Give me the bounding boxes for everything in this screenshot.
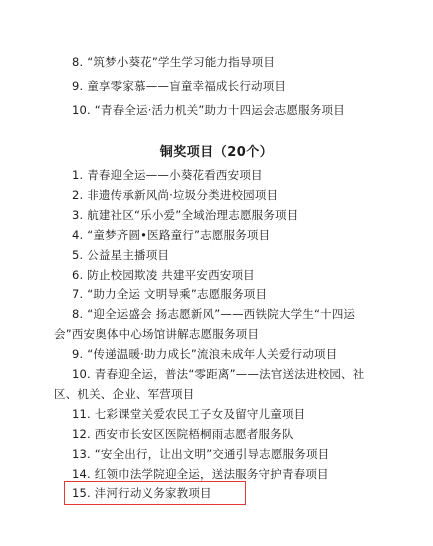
list-item: 10. 青春迎全运，普法“零距离”——法官送法进校园、社 [72,367,365,381]
list-item: 8. “迎全运盛会 扬志愿新风”——西铁院大学生“十四运 [72,307,356,321]
section-heading: 铜奖项目（20个） [159,145,274,160]
list-item: 5. 公益星主播项目 [72,248,170,262]
list-item: 7. “助力全运 文明导乘”志愿服务项目 [72,287,268,301]
list-item-highlighted: 15. 沣河行动义务家教项目 [72,486,212,500]
list-item: 14. 红领巾法学院迎全运，送法服务守护青春项目 [72,467,329,481]
highlight-box [64,481,246,505]
list-item: 1. 青春迎全运——小葵花看西安项目 [72,168,263,182]
list-item-continuation: 区、机关、企业、军营项目 [54,387,195,401]
list-item-continuation: 会”西安奥体中心场馆讲解志愿服务项目 [54,327,260,341]
list-item: 8. “筑梦小葵花”学生学习能力指导项目 [72,55,276,69]
list-item: 12. 西安市长安区医院梧桐雨志愿者服务队 [72,427,294,441]
list-item: 10. “青春全运·活力机关”助力十四运会志愿服务项目 [72,103,345,117]
list-item: 11. 七彩课堂关爱农民工子女及留守儿童项目 [72,407,306,421]
list-item: 6. 防止校园欺凌 共建平安西安项目 [72,268,255,282]
list-item: 9. 童享零家慕——盲童幸福成长行动项目 [72,79,287,93]
list-item: 2. 非遗传承新风尚·垃圾分类进校园项目 [72,188,279,202]
list-item: 13. “安全出行，让出文明”交通引导志愿服务项目 [72,447,330,461]
list-item: 4. “童梦齐圆•医路童行”志愿服务项目 [72,228,271,242]
list-item: 3. 航建社区“乐小爱”全域治理志愿服务项目 [72,208,299,222]
list-item: 9. “传递温暖·助力成长”流浪未成年人关爱行动项目 [72,347,338,361]
